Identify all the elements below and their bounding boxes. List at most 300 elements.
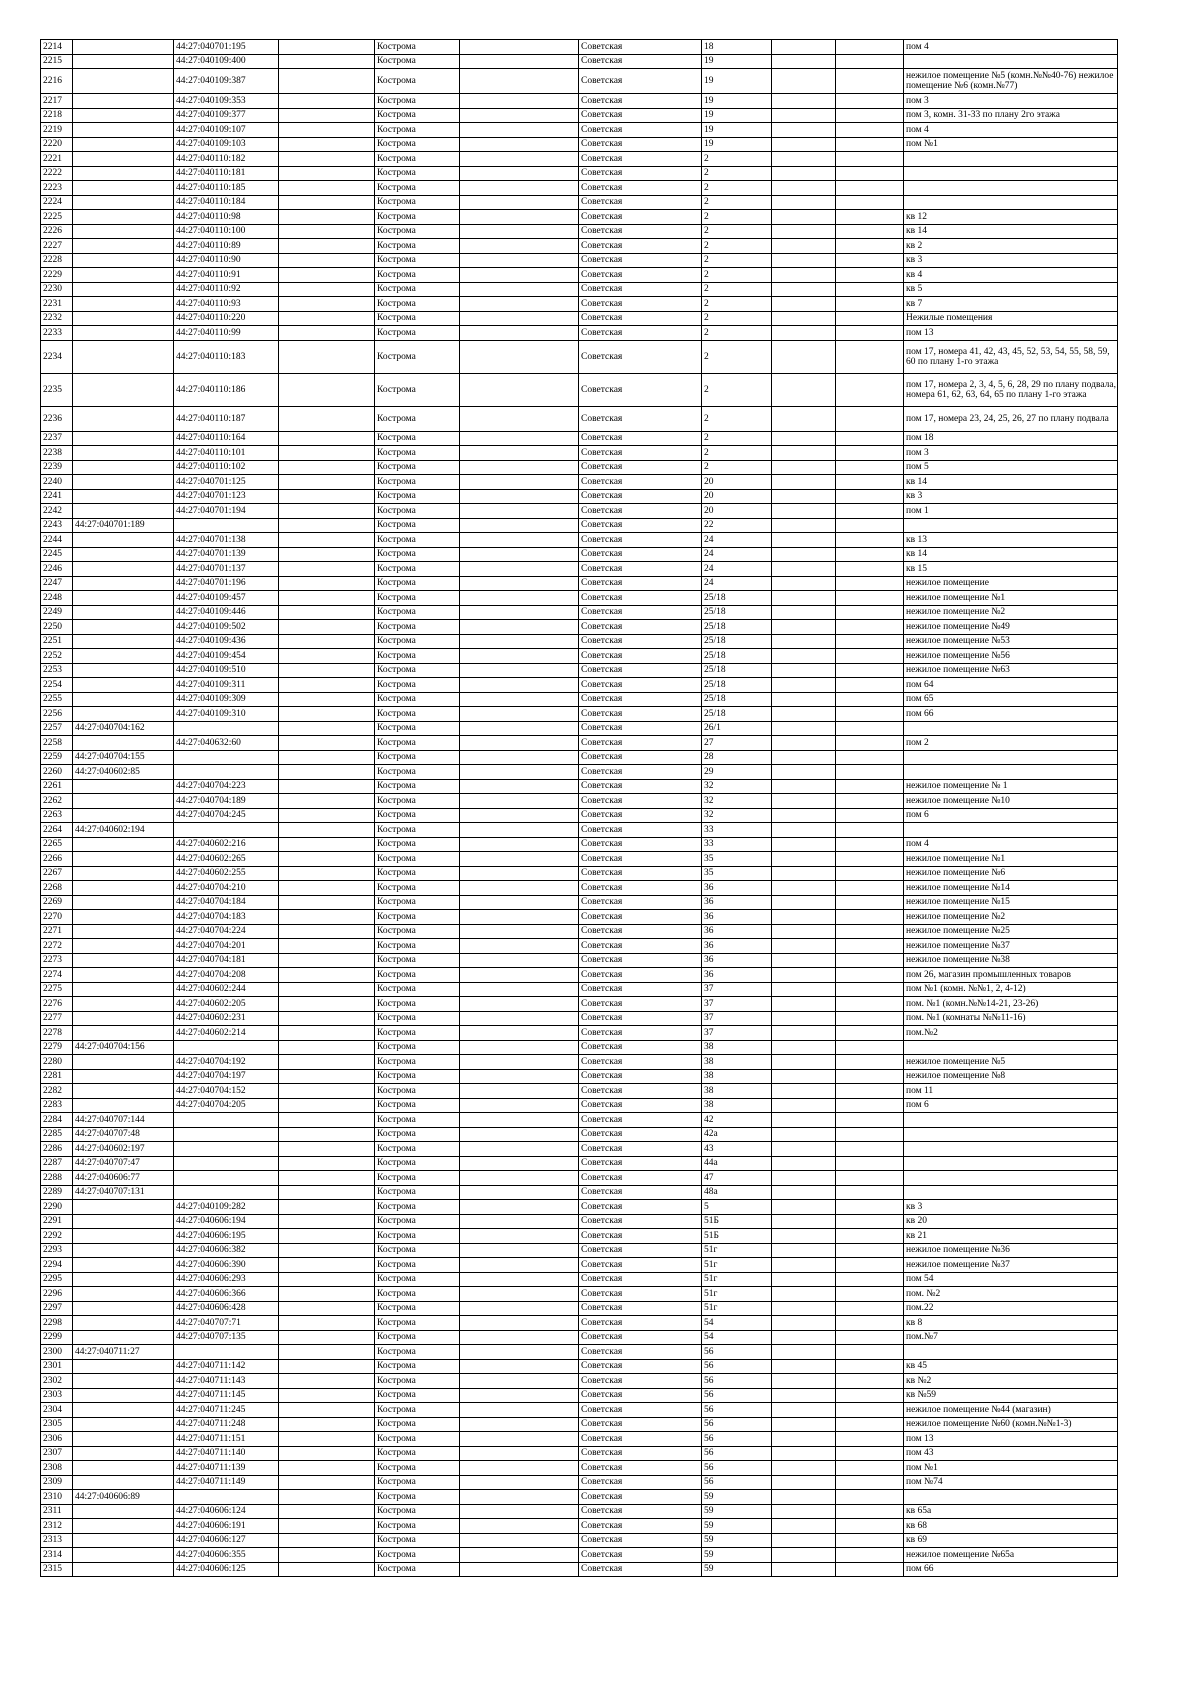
- row-number-cell: 2305: [41, 1417, 73, 1432]
- extra-cadastral-cell: [279, 54, 375, 69]
- table-row: [41, 750, 1118, 765]
- street-cell: Советская: [579, 547, 702, 562]
- extra-cadastral-cell: [279, 1490, 375, 1505]
- district-cell: [460, 1026, 579, 1041]
- building-cell: [772, 707, 836, 722]
- row-number-cell: 2232: [41, 311, 73, 326]
- structure-cell: [836, 1446, 904, 1461]
- premises-note-cell: нежилое помещение №65а: [904, 1548, 1118, 1563]
- house-number-cell: 2: [702, 152, 772, 167]
- table-row: [41, 1461, 1118, 1476]
- building-cell: [772, 406, 836, 431]
- district-cell: [460, 620, 579, 635]
- premises-note-cell: кв 14: [904, 475, 1118, 490]
- city-cell: Кострома: [375, 224, 460, 239]
- building-cell: [772, 1040, 836, 1055]
- table-row: [41, 678, 1118, 693]
- city-cell: Кострома: [375, 968, 460, 983]
- building-cadastral-cell: [73, 576, 174, 591]
- premises-note-cell: пом №74: [904, 1475, 1118, 1490]
- table-row: [41, 460, 1118, 475]
- street-cell: Советская: [579, 181, 702, 196]
- table-row: [41, 707, 1118, 722]
- district-cell: [460, 765, 579, 780]
- premises-note-cell: кв 69: [904, 1533, 1118, 1548]
- city-cell: Кострома: [375, 953, 460, 968]
- row-number-cell: 2258: [41, 736, 73, 751]
- table-row: [41, 406, 1118, 431]
- table-row: [41, 1562, 1118, 1577]
- extra-cadastral-cell: [279, 181, 375, 196]
- street-cell: Советская: [579, 40, 702, 55]
- row-number-cell: 2256: [41, 707, 73, 722]
- extra-cadastral-cell: [279, 166, 375, 181]
- extra-cadastral-cell: [279, 1562, 375, 1577]
- table-row: [41, 1171, 1118, 1186]
- table-row: [41, 910, 1118, 925]
- district-cell: [460, 1069, 579, 1084]
- table-row: [41, 210, 1118, 225]
- table-row: [41, 1156, 1118, 1171]
- premises-note-cell: пом 65: [904, 692, 1118, 707]
- extra-cadastral-cell: [279, 939, 375, 954]
- structure-cell: [836, 649, 904, 664]
- district-cell: [460, 649, 579, 664]
- premises-cadastral-cell: 44:27:040109:282: [174, 1200, 279, 1215]
- house-number-cell: 56: [702, 1417, 772, 1432]
- premises-cadastral-cell: [174, 1113, 279, 1128]
- house-number-cell: 59: [702, 1548, 772, 1563]
- row-number-cell: 2298: [41, 1316, 73, 1331]
- house-number-cell: 2: [702, 340, 772, 373]
- structure-cell: [836, 1040, 904, 1055]
- premises-cadastral-cell: 44:27:040606:191: [174, 1519, 279, 1534]
- row-number-cell: 2249: [41, 605, 73, 620]
- extra-cadastral-cell: [279, 224, 375, 239]
- city-cell: Кострома: [375, 910, 460, 925]
- district-cell: [460, 340, 579, 373]
- structure-cell: [836, 181, 904, 196]
- building-cadastral-cell: [73, 910, 174, 925]
- house-number-cell: 20: [702, 475, 772, 490]
- extra-cadastral-cell: [279, 1359, 375, 1374]
- row-number-cell: 2308: [41, 1461, 73, 1476]
- structure-cell: [836, 1214, 904, 1229]
- premises-cadastral-cell: 44:27:040109:446: [174, 605, 279, 620]
- street-cell: Советская: [579, 1127, 702, 1142]
- extra-cadastral-cell: [279, 895, 375, 910]
- city-cell: Кострома: [375, 1287, 460, 1302]
- house-number-cell: 56: [702, 1475, 772, 1490]
- premises-cadastral-cell: 44:27:040109:454: [174, 649, 279, 664]
- district-cell: [460, 1272, 579, 1287]
- building-cell: [772, 794, 836, 809]
- premises-note-cell: нежилое помещение №37: [904, 939, 1118, 954]
- extra-cadastral-cell: [279, 562, 375, 577]
- extra-cadastral-cell: [279, 326, 375, 341]
- building-cell: [772, 1200, 836, 1215]
- premises-note-cell: кв 7: [904, 297, 1118, 312]
- structure-cell: [836, 446, 904, 461]
- city-cell: Кострома: [375, 808, 460, 823]
- table-row: [41, 1214, 1118, 1229]
- building-cadastral-cell: [73, 1475, 174, 1490]
- house-number-cell: 25/18: [702, 605, 772, 620]
- district-cell: [460, 1185, 579, 1200]
- district-cell: [460, 1519, 579, 1534]
- table-row: [41, 1011, 1118, 1026]
- table-row: [41, 195, 1118, 210]
- table-row: [41, 1417, 1118, 1432]
- structure-cell: [836, 678, 904, 693]
- city-cell: Кострома: [375, 1011, 460, 1026]
- premises-note-cell: [904, 152, 1118, 167]
- house-number-cell: 2: [702, 297, 772, 312]
- premises-note-cell: пом №1: [904, 1461, 1118, 1476]
- district-cell: [460, 181, 579, 196]
- district-cell: [460, 881, 579, 896]
- district-cell: [460, 460, 579, 475]
- building-cadastral-cell: [73, 808, 174, 823]
- premises-cadastral-cell: [174, 1490, 279, 1505]
- building-cadastral-cell: [73, 924, 174, 939]
- district-cell: [460, 794, 579, 809]
- extra-cadastral-cell: [279, 1403, 375, 1418]
- premises-cadastral-cell: 44:27:040704:181: [174, 953, 279, 968]
- extra-cadastral-cell: [279, 1243, 375, 1258]
- city-cell: Кострома: [375, 1417, 460, 1432]
- premises-cadastral-cell: 44:27:040711:139: [174, 1461, 279, 1476]
- district-cell: [460, 562, 579, 577]
- district-cell: [460, 823, 579, 838]
- building-cell: [772, 1127, 836, 1142]
- premises-cadastral-cell: 44:27:040606:355: [174, 1548, 279, 1563]
- city-cell: Кострома: [375, 1040, 460, 1055]
- extra-cadastral-cell: [279, 1533, 375, 1548]
- building-cadastral-cell: [73, 446, 174, 461]
- city-cell: Кострома: [375, 1316, 460, 1331]
- street-cell: Советская: [579, 123, 702, 138]
- building-cell: [772, 1156, 836, 1171]
- premises-note-cell: пом. №1 (комнаты №№11-16): [904, 1011, 1118, 1026]
- structure-cell: [836, 939, 904, 954]
- house-number-cell: 19: [702, 94, 772, 109]
- house-number-cell: 36: [702, 939, 772, 954]
- building-cell: [772, 340, 836, 373]
- row-number-cell: 2289: [41, 1185, 73, 1200]
- building-cadastral-cell: 44:27:040707:144: [73, 1113, 174, 1128]
- house-number-cell: 56: [702, 1461, 772, 1476]
- district-cell: [460, 1548, 579, 1563]
- premises-cadastral-cell: 44:27:040602:205: [174, 997, 279, 1012]
- table-row: [41, 1475, 1118, 1490]
- house-number-cell: 20: [702, 504, 772, 519]
- table-row: [41, 1316, 1118, 1331]
- building-cell: [772, 939, 836, 954]
- table-row: [41, 547, 1118, 562]
- house-number-cell: 19: [702, 108, 772, 123]
- house-number-cell: 47: [702, 1171, 772, 1186]
- table-row: [41, 504, 1118, 519]
- row-number-cell: 2295: [41, 1272, 73, 1287]
- street-cell: Советская: [579, 1243, 702, 1258]
- building-cell: [772, 823, 836, 838]
- building-cell: [772, 282, 836, 297]
- district-cell: [460, 663, 579, 678]
- structure-cell: [836, 1069, 904, 1084]
- register-table-body: [41, 40, 1118, 1577]
- premises-note-cell: нежилое помещение №53: [904, 634, 1118, 649]
- city-cell: Кострома: [375, 94, 460, 109]
- building-cell: [772, 620, 836, 635]
- building-cell: [772, 779, 836, 794]
- house-number-cell: 19: [702, 137, 772, 152]
- district-cell: [460, 736, 579, 751]
- city-cell: Кострома: [375, 1548, 460, 1563]
- premises-note-cell: [904, 1113, 1118, 1128]
- street-cell: Советская: [579, 750, 702, 765]
- table-row: [41, 1388, 1118, 1403]
- street-cell: Советская: [579, 794, 702, 809]
- structure-cell: [836, 1026, 904, 1041]
- house-number-cell: 2: [702, 210, 772, 225]
- extra-cadastral-cell: [279, 210, 375, 225]
- street-cell: Советская: [579, 152, 702, 167]
- building-cadastral-cell: 44:27:040707:48: [73, 1127, 174, 1142]
- city-cell: Кострома: [375, 239, 460, 254]
- street-cell: Советская: [579, 1388, 702, 1403]
- premises-cadastral-cell: 44:27:040711:245: [174, 1403, 279, 1418]
- building-cell: [772, 736, 836, 751]
- building-cadastral-cell: [73, 1388, 174, 1403]
- structure-cell: [836, 166, 904, 181]
- row-number-cell: 2236: [41, 406, 73, 431]
- extra-cadastral-cell: [279, 1330, 375, 1345]
- building-cadastral-cell: [73, 1200, 174, 1215]
- row-number-cell: 2218: [41, 108, 73, 123]
- premises-note-cell: пом 11: [904, 1084, 1118, 1099]
- row-number-cell: 2315: [41, 1562, 73, 1577]
- city-cell: Кострома: [375, 504, 460, 519]
- building-cadastral-cell: 44:27:040704:155: [73, 750, 174, 765]
- premises-cadastral-cell: 44:27:040632:60: [174, 736, 279, 751]
- house-number-cell: 19: [702, 123, 772, 138]
- building-cell: [772, 1026, 836, 1041]
- house-number-cell: 32: [702, 808, 772, 823]
- district-cell: [460, 678, 579, 693]
- premises-note-cell: кв 14: [904, 224, 1118, 239]
- table-row: [41, 1403, 1118, 1418]
- premises-note-cell: нежилое помещение №2: [904, 910, 1118, 925]
- premises-cadastral-cell: 44:27:040606:194: [174, 1214, 279, 1229]
- extra-cadastral-cell: [279, 1374, 375, 1389]
- premises-note-cell: пом 6: [904, 1098, 1118, 1113]
- house-number-cell: 2: [702, 166, 772, 181]
- premises-cadastral-cell: 44:27:040606:428: [174, 1301, 279, 1316]
- premises-cadastral-cell: 44:27:040602:216: [174, 837, 279, 852]
- district-cell: [460, 297, 579, 312]
- district-cell: [460, 779, 579, 794]
- premises-note-cell: нежилое помещение №25: [904, 924, 1118, 939]
- house-number-cell: 54: [702, 1316, 772, 1331]
- row-number-cell: 2229: [41, 268, 73, 283]
- city-cell: Кострома: [375, 634, 460, 649]
- table-row: [41, 852, 1118, 867]
- register-table: [40, 39, 1118, 1577]
- city-cell: Кострома: [375, 1026, 460, 1041]
- district-cell: [460, 1374, 579, 1389]
- house-number-cell: 25/18: [702, 692, 772, 707]
- street-cell: Советская: [579, 1490, 702, 1505]
- building-cadastral-cell: [73, 282, 174, 297]
- house-number-cell: 56: [702, 1388, 772, 1403]
- street-cell: Советская: [579, 620, 702, 635]
- premises-cadastral-cell: 44:27:040707:71: [174, 1316, 279, 1331]
- structure-cell: [836, 210, 904, 225]
- house-number-cell: 38: [702, 1098, 772, 1113]
- table-row: [41, 1084, 1118, 1099]
- building-cadastral-cell: [73, 253, 174, 268]
- city-cell: Кострома: [375, 123, 460, 138]
- extra-cadastral-cell: [279, 678, 375, 693]
- district-cell: [460, 239, 579, 254]
- row-number-cell: 2215: [41, 54, 73, 69]
- street-cell: Советская: [579, 1417, 702, 1432]
- district-cell: [460, 268, 579, 283]
- structure-cell: [836, 765, 904, 780]
- premises-cadastral-cell: 44:27:040606:293: [174, 1272, 279, 1287]
- street-cell: Советская: [579, 518, 702, 533]
- table-row: [41, 489, 1118, 504]
- table-row: [41, 1243, 1118, 1258]
- street-cell: Советская: [579, 634, 702, 649]
- building-cadastral-cell: [73, 1316, 174, 1331]
- house-number-cell: 36: [702, 895, 772, 910]
- row-number-cell: 2283: [41, 1098, 73, 1113]
- district-cell: [460, 1287, 579, 1302]
- building-cell: [772, 808, 836, 823]
- extra-cadastral-cell: [279, 460, 375, 475]
- table-row: [41, 268, 1118, 283]
- city-cell: Кострома: [375, 562, 460, 577]
- premises-cadastral-cell: 44:27:040711:145: [174, 1388, 279, 1403]
- premises-cadastral-cell: 44:27:040110:90: [174, 253, 279, 268]
- house-number-cell: 51г: [702, 1243, 772, 1258]
- street-cell: Советская: [579, 69, 702, 94]
- district-cell: [460, 1142, 579, 1157]
- row-number-cell: 2250: [41, 620, 73, 635]
- building-cadastral-cell: 44:27:040606:77: [73, 1171, 174, 1186]
- street-cell: Советская: [579, 736, 702, 751]
- street-cell: Советская: [579, 1475, 702, 1490]
- building-cadastral-cell: [73, 1432, 174, 1447]
- structure-cell: [836, 852, 904, 867]
- row-number-cell: 2230: [41, 282, 73, 297]
- house-number-cell: 26/1: [702, 721, 772, 736]
- premises-note-cell: нежилое помещение №6: [904, 866, 1118, 881]
- structure-cell: [836, 253, 904, 268]
- street-cell: Советская: [579, 939, 702, 954]
- premises-note-cell: пом 17, номера 2, 3, 4, 5, 6, 28, 29 по плану подвала, номера 61, 62, 63, 64, 65 по плану 1-го этажа: [904, 373, 1118, 406]
- premises-cadastral-cell: 44:27:040704:184: [174, 895, 279, 910]
- structure-cell: [836, 779, 904, 794]
- premises-cadastral-cell: 44:27:040711:248: [174, 1417, 279, 1432]
- building-cell: [772, 1185, 836, 1200]
- premises-note-cell: нежилое помещение №49: [904, 620, 1118, 635]
- building-cadastral-cell: [73, 181, 174, 196]
- structure-cell: [836, 794, 904, 809]
- premises-cadastral-cell: 44:27:040606:390: [174, 1258, 279, 1273]
- row-number-cell: 2245: [41, 547, 73, 562]
- building-cell: [772, 1330, 836, 1345]
- building-cell: [772, 1011, 836, 1026]
- premises-note-cell: нежилое помещение №38: [904, 953, 1118, 968]
- extra-cadastral-cell: [279, 108, 375, 123]
- premises-note-cell: нежилое помещение: [904, 576, 1118, 591]
- table-row: [41, 823, 1118, 838]
- building-cadastral-cell: 44:27:040711:27: [73, 1345, 174, 1360]
- city-cell: Кострома: [375, 406, 460, 431]
- table-row: [41, 152, 1118, 167]
- table-row: [41, 924, 1118, 939]
- city-cell: Кострома: [375, 779, 460, 794]
- building-cadastral-cell: [73, 54, 174, 69]
- house-number-cell: 25/18: [702, 678, 772, 693]
- premises-note-cell: кв 3: [904, 1200, 1118, 1215]
- building-cadastral-cell: [73, 605, 174, 620]
- building-cell: [772, 1287, 836, 1302]
- structure-cell: [836, 195, 904, 210]
- building-cell: [772, 605, 836, 620]
- street-cell: Советская: [579, 195, 702, 210]
- district-cell: [460, 1446, 579, 1461]
- house-number-cell: 2: [702, 406, 772, 431]
- building-cell: [772, 166, 836, 181]
- building-cell: [772, 1359, 836, 1374]
- table-row: [41, 591, 1118, 606]
- street-cell: Советская: [579, 54, 702, 69]
- table-row: [41, 1345, 1118, 1360]
- row-number-cell: 2300: [41, 1345, 73, 1360]
- premises-cadastral-cell: 44:27:040109:502: [174, 620, 279, 635]
- extra-cadastral-cell: [279, 297, 375, 312]
- structure-cell: [836, 123, 904, 138]
- district-cell: [460, 997, 579, 1012]
- row-number-cell: 2253: [41, 663, 73, 678]
- building-cadastral-cell: 44:27:040602:194: [73, 823, 174, 838]
- street-cell: Советская: [579, 895, 702, 910]
- premises-cadastral-cell: 44:27:040110:185: [174, 181, 279, 196]
- street-cell: Советская: [579, 460, 702, 475]
- premises-cadastral-cell: 44:27:040110:164: [174, 431, 279, 446]
- row-number-cell: 2276: [41, 997, 73, 1012]
- premises-note-cell: пом 26, магазин промышленных товаров: [904, 968, 1118, 983]
- building-cadastral-cell: [73, 866, 174, 881]
- table-row: [41, 1446, 1118, 1461]
- extra-cadastral-cell: [279, 823, 375, 838]
- premises-note-cell: кв 12: [904, 210, 1118, 225]
- row-number-cell: 2270: [41, 910, 73, 925]
- premises-note-cell: нежилое помещение №15: [904, 895, 1118, 910]
- premises-note-cell: нежилое помещение №1: [904, 852, 1118, 867]
- district-cell: [460, 808, 579, 823]
- premises-cadastral-cell: 44:27:040109:311: [174, 678, 279, 693]
- structure-cell: [836, 406, 904, 431]
- house-number-cell: 2: [702, 253, 772, 268]
- row-number-cell: 2228: [41, 253, 73, 268]
- premises-note-cell: нежилое помещение №56: [904, 649, 1118, 664]
- premises-cadastral-cell: [174, 1185, 279, 1200]
